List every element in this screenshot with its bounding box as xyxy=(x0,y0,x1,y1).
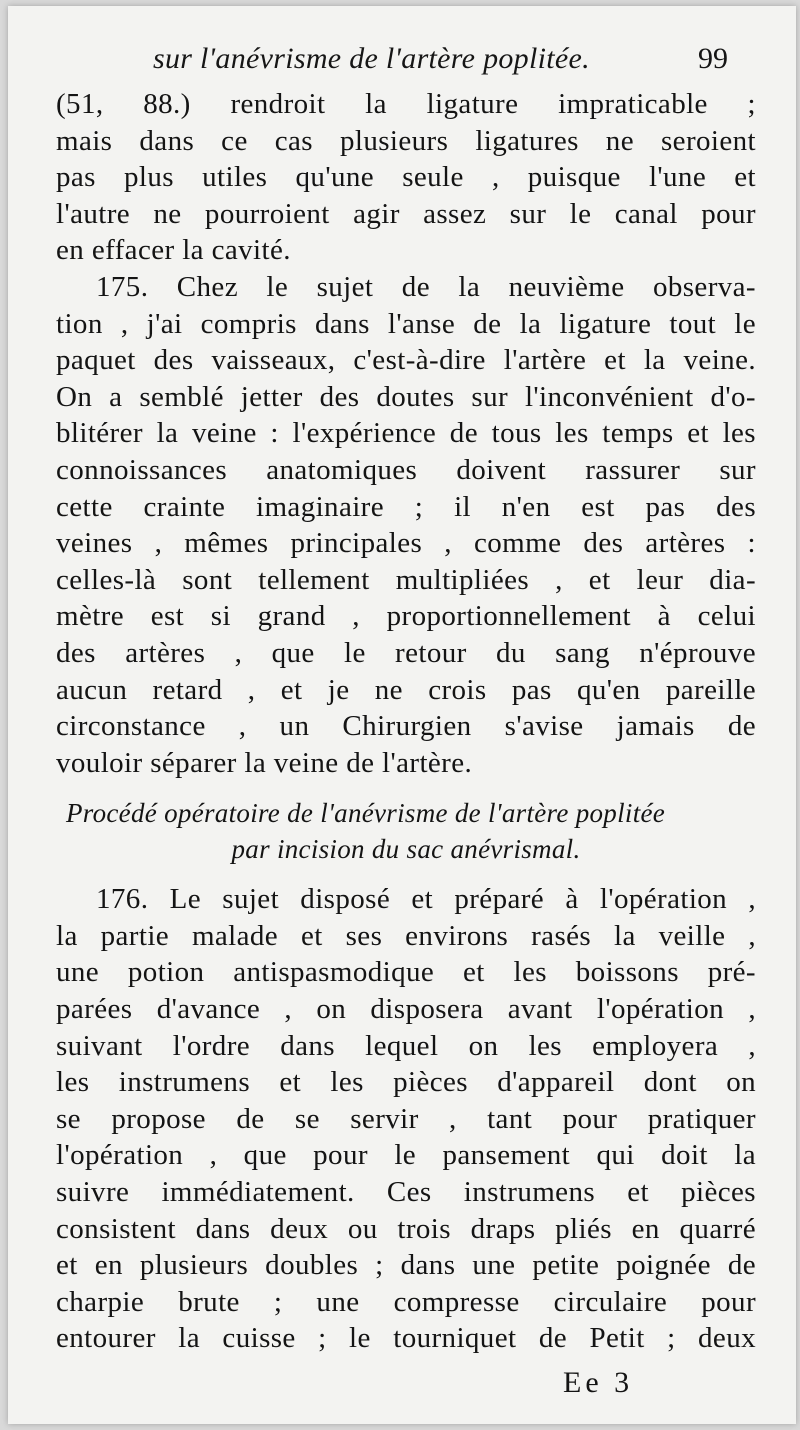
text-line: On a semblé jetter des doutes sur l'inconvénient d'o- xyxy=(56,380,756,413)
text-line: entourer la cuisse ; le tourniquet de Petit ; deux xyxy=(56,1322,756,1355)
text-line: des artères , que le retour du sang n'éprouve xyxy=(56,636,756,669)
text-line: circonstance , un Chirurgien s'avise jamais de xyxy=(56,710,756,743)
text-line: mètre est si grand , proportionnellement à celui xyxy=(56,600,756,633)
body-text xyxy=(56,86,756,1357)
text-line: la partie malade et ses environs rasés la veille , xyxy=(56,919,756,952)
text-line: se propose de se servir , tant pour pratiquer xyxy=(56,1102,756,1135)
text-line: mais dans ce cas plusieurs ligatures ne seroient xyxy=(56,124,756,157)
text-line: connoissances anatomiques doivent rassurer sur xyxy=(56,453,756,486)
text-line: paquet des vaisseaux, c'est-à-dire l'artère et la veine. xyxy=(56,344,756,377)
section-heading-line: Procédé opératoire de l'anévrisme de l'artère poplitée xyxy=(66,798,666,829)
text-line: charpie brute ; une compresse circulaire pour xyxy=(56,1285,756,1318)
paragraph-175 xyxy=(56,269,756,781)
text-line: aucun retard , et je ne crois pas qu'en pareille xyxy=(56,673,756,706)
text-line: pas plus utiles qu'une seule , puisque l'une et xyxy=(56,161,756,194)
text-line: veines , mêmes principales , comme des artères : xyxy=(56,527,756,560)
text-line: cette crainte imaginaire ; il n'en est pas des xyxy=(56,490,756,523)
text-line: vouloir séparer la veine de l'artère. xyxy=(56,746,473,779)
paragraph-174-end xyxy=(56,86,756,269)
running-head xyxy=(8,42,796,84)
running-head-title: sur l'anévrisme de l'artère poplitée. xyxy=(153,42,590,75)
text-line: 176. Le sujet disposé et préparé à l'opération , xyxy=(96,883,756,916)
book-page xyxy=(8,6,796,1424)
text-line: (51, 88.) rendroit la ligature impraticable ; xyxy=(56,88,756,120)
text-line: l'autre ne pourroient agir assez sur le canal pour xyxy=(56,197,756,230)
text-line: suivant l'ordre dans lequel on les employera , xyxy=(56,1029,756,1062)
text-line: les instrumens et les pièces d'appareil dont on xyxy=(56,1066,756,1099)
text-line: consistent dans deux ou trois draps pliés en quarré xyxy=(56,1212,756,1245)
page-number: 99 xyxy=(698,42,728,75)
text-line: tion , j'ai compris dans l'anse de la ligature tout le xyxy=(56,307,756,340)
text-line: et en plusieurs doubles ; dans une petite poignée de xyxy=(56,1249,756,1282)
text-line: celles-là sont tellement multipliées , et leur dia- xyxy=(56,563,756,596)
section-heading xyxy=(56,795,756,867)
paragraph-176 xyxy=(56,881,756,1357)
section-heading-line: par incision du sac anévrismal. xyxy=(231,834,581,865)
text-line: l'opération , que pour le pansement qui doit la xyxy=(56,1139,756,1172)
signature-mark: Ee 3 xyxy=(563,1366,634,1399)
text-line: une potion antispasmodique et les boissons pré- xyxy=(56,956,756,989)
text-line: 175. Chez le sujet de la neuvième observa- xyxy=(96,270,756,303)
text-line: blitérer la veine : l'expérience de tous les temps et les xyxy=(56,417,756,450)
text-line: suivre immédiatement. Ces instrumens et pièces xyxy=(56,1176,756,1209)
text-line: parées d'avance , on disposera avant l'opération , xyxy=(56,993,756,1026)
text-line: en effacer la cavité. xyxy=(56,234,291,267)
